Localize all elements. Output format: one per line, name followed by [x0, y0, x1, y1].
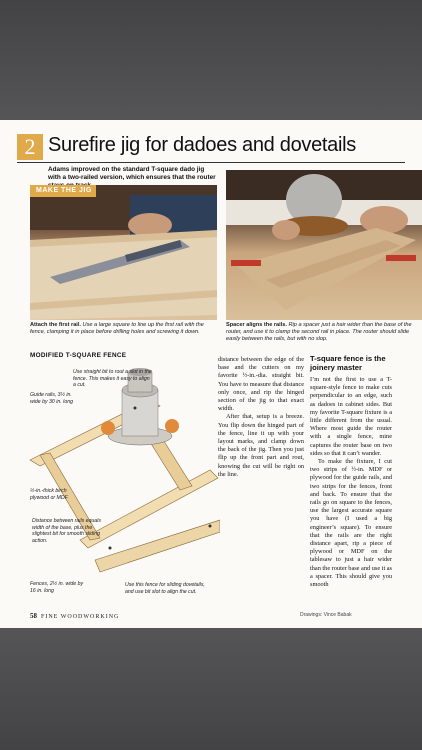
caption-first-rail-text: Use a large square to line up the first rail with the fence, clamping it in place before drilling holes and screwing it down. — [30, 322, 204, 335]
callout-plywood: ½-in.-thick birch plywood or MDF — [30, 488, 68, 501]
make-the-jig-banner: MAKE THE JIG — [30, 185, 96, 197]
article-title: Surefire jig for dadoes and dovetails — [48, 134, 356, 156]
body-paragraph: After that, setup is a breeze. You flip down the hinged part of the fence, line it up with your layout marks, and clamp down the back of the jig. Then you just flip up the front part and rout, knowing the cut will be right on the line. — [218, 413, 304, 478]
body-paragraph: To make the fixture, I cut two strips of ½-in. MDF or plywood for the guide rails, and two strips for the fences, front and back. To ensure that the rails go on square to the fences, use the largest accurate square you have (I used a big engineer’s square). To ensure that the rails are the right distance apart, rip a piece of plywood or MDF on the tablesaw to just a hair wider than the router base and use it as a spacer. This should give you smooth — [310, 458, 393, 589]
sidebar-heading: T-square fence is the joinery master — [310, 354, 386, 372]
page-number: 58 — [30, 612, 37, 620]
caption-spacer-bold: Spacer aligns the rails. — [226, 322, 287, 328]
caption-spacer — [226, 322, 416, 343]
body-paragraph: distance between the edge of the base and the cutters on my favorite ½-in.-dia. straight bit. You have to measure that distance only once, and rip the hinged section of the jig to that exact width. — [218, 356, 304, 413]
photo-spacer-aligns-rails — [226, 170, 422, 320]
body-column-2 — [310, 376, 392, 589]
diagram-title: MODIFIED T-SQUARE FENCE — [30, 352, 127, 359]
callout-fences: Fences, 2½ in. wide by 16 in. long — [30, 581, 84, 594]
callout-guide-rails: Guide rails, 3½ in. wide by 30 in. long — [30, 392, 73, 405]
magazine-name: FINE WOODWORKING — [41, 614, 120, 620]
callout-straight-bit: Use straight bit to rout a slot in the fence. This makes it easy to align a cut. — [73, 369, 152, 388]
drawing-credit: Drawings: Vince Babak — [300, 612, 352, 618]
section-number-badge: 2 — [17, 134, 43, 160]
viewer-bottom-background — [0, 628, 422, 750]
photo-attach-first-rail — [30, 185, 217, 320]
callout-distance: Distance between rails equals width of the base, plus the slightest bit for smooth sliding action. — [32, 518, 101, 544]
article-deck: Adams improved on the standard T-square dado jig with a two-railed version, which ensures that the router — [48, 166, 216, 181]
body-paragraph: I’m not the first to use a T-square-style fence to make cuts perpendicular to an edge, such as dadoes in cabinet sides. But my favorite T-square fixture is a little different from the usual. Where most guide the router with a single fence, mine captures the router base on two sides so that it can’t wander. — [310, 376, 392, 457]
caption-first-rail — [30, 322, 218, 336]
page-footer — [30, 612, 119, 620]
caption-spacer-text: Rip a spacer just a hair wider than the base of the router, and use it to clamp the second rail in place. The router should slide easily between the rails, but with no slop. — [226, 322, 412, 342]
callout-sliding-dovetails: Use this fence for sliding dovetails, and use bit slot to align the cut. — [125, 582, 205, 595]
body-column-1 — [218, 356, 304, 479]
viewer-top-background — [0, 0, 422, 120]
caption-first-rail-bold: Attach the first rail. — [30, 322, 81, 328]
title-rule — [17, 162, 405, 163]
